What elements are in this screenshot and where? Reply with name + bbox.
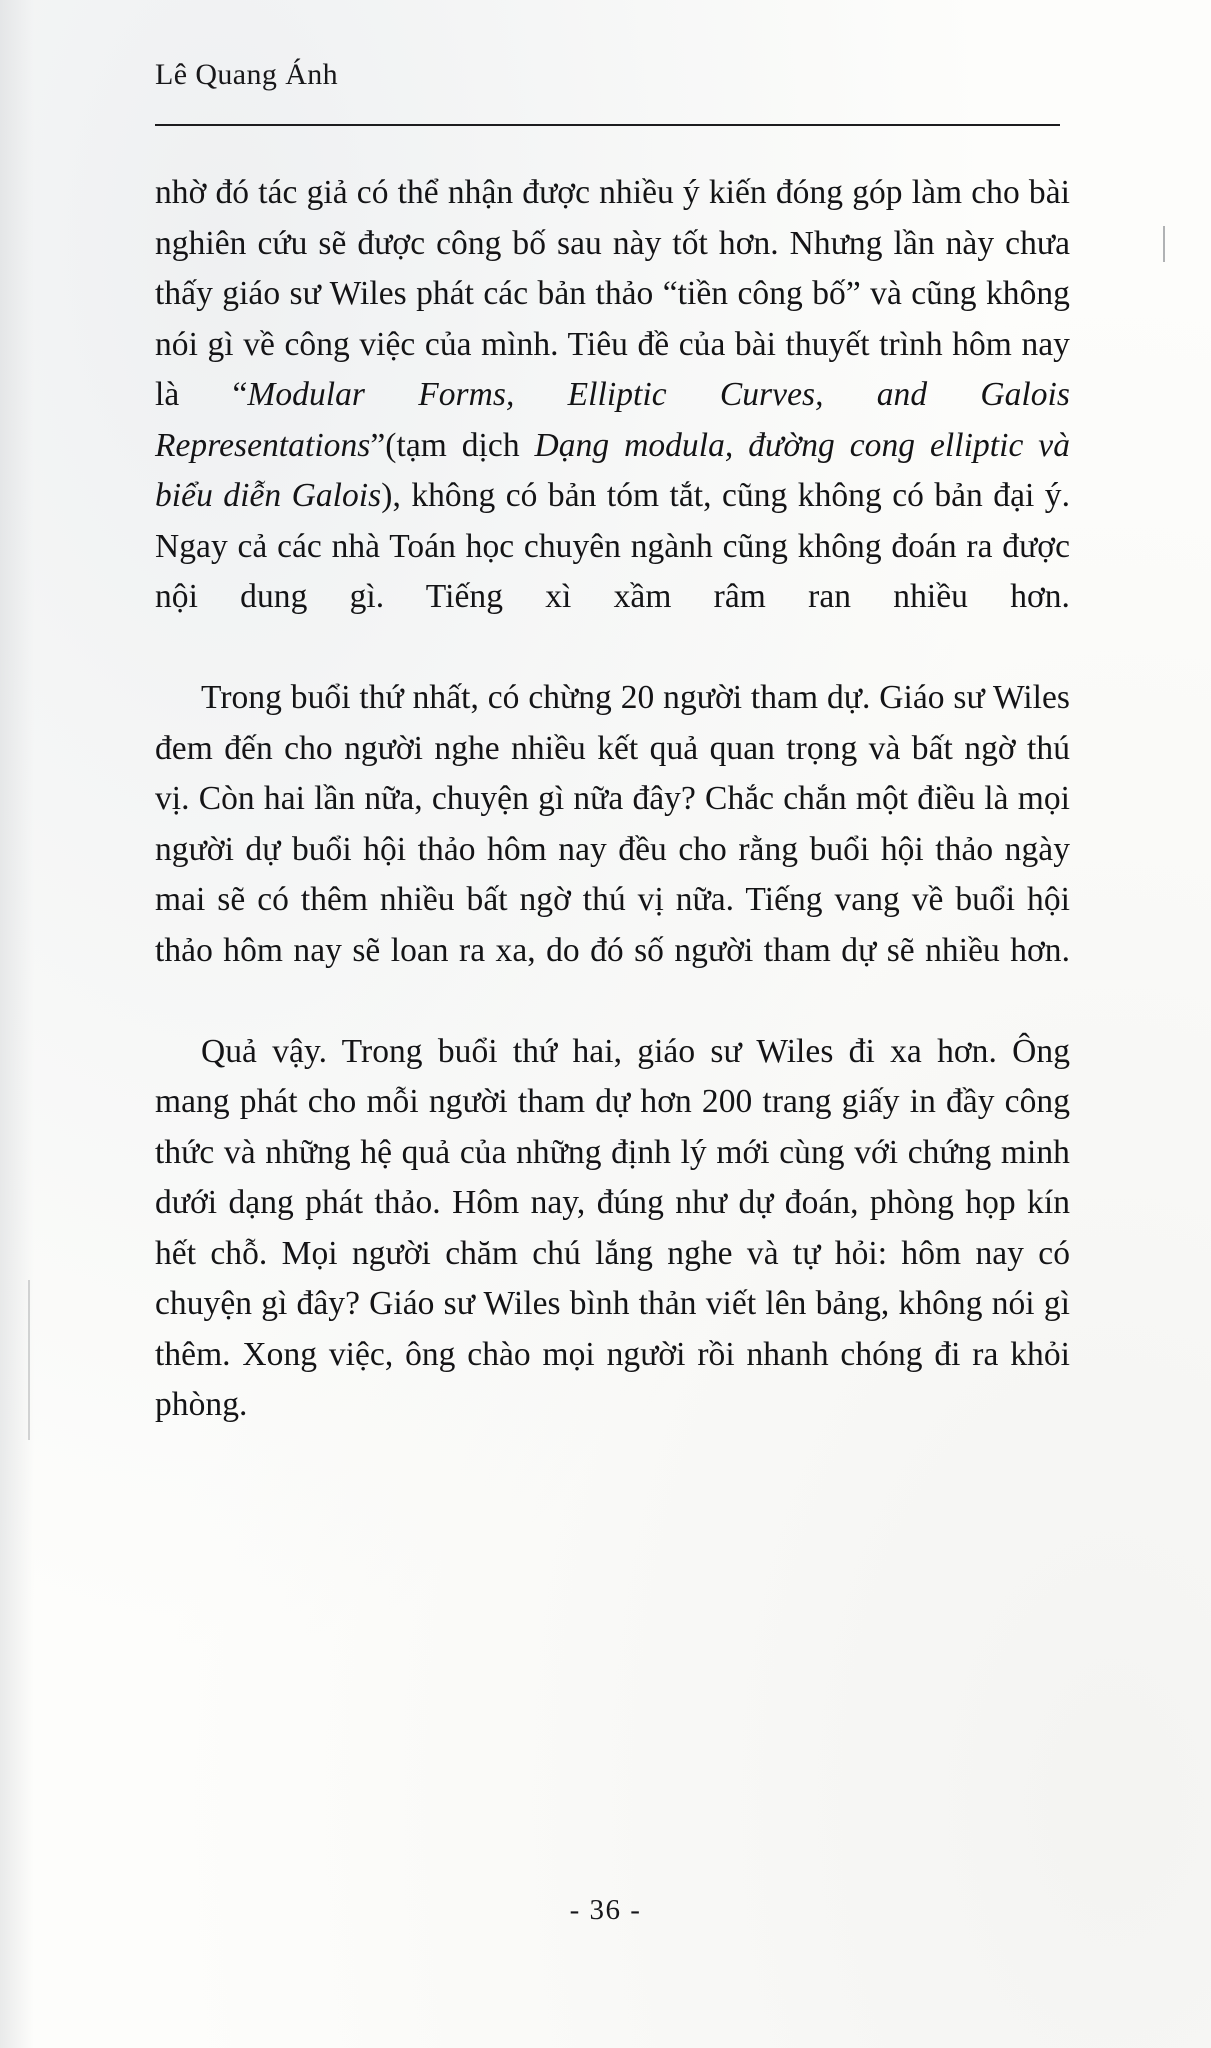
body-text-column	[155, 168, 1070, 1431]
text-run: ), không có bản tóm tắt, cũng không có bản đại ý. Ngay cả các nhà Toán học chuyên ngành cũng không đoán ra được nội dung gì. Tiếng xì xầm râm ran nhiều hơn.	[155, 477, 1071, 615]
text-run: nhờ đó tác giả có thể nhận được nhiều ý kiến đóng góp làm cho bài nghiên cứu sẽ được công bố sau này tốt hơn. Nhưng lần này chưa thấy giáo sư Wiles phát các bản thảo “tiền công bố” và cũng không nói gì về công việc của mình. Tiêu đề của bài thuyết trình hôm nay là “	[155, 174, 1070, 413]
italic-text-run: Modular Forms, Elliptic Curves, and Galois Representations	[155, 376, 1070, 464]
running-header	[155, 58, 1060, 91]
paragraph	[155, 1027, 1070, 1431]
running-head-author: Lê Quang Ánh	[155, 58, 339, 91]
scan-gutter-shading	[0, 0, 34, 2048]
paragraph	[155, 673, 1070, 1027]
scan-edge-mark-left	[28, 1280, 30, 1440]
header-rule	[155, 124, 1060, 126]
paragraph	[155, 168, 1070, 673]
page-footer	[0, 1894, 1211, 1927]
page-number: - 36 -	[569, 1894, 642, 1926]
scan-edge-mark-right	[1163, 226, 1165, 262]
text-run: ”(tạm dịch	[370, 426, 535, 464]
text-run: Trong buổi thứ nhất, có chừng 20 người tham dự. Giáo sư Wiles đem đến cho người nghe nhiều kết quả quan trọng và bất ngờ thú vị. Còn hai lần nữa, chuyện gì nữa đây? Chắc chắn một điều là mọi người dự buổi hội thảo hôm nay đều cho rằng buổi hội thảo ngày mai sẽ có thêm nhiều bất ngờ thú vị nữa. Tiếng vang về buổi hội thảo hôm nay sẽ loan ra xa, do đó số người tham dự sẽ nhiều hơn.	[155, 679, 1070, 969]
italic-text-run: Dạng modula, đường cong elliptic và biểu diễn Galois	[155, 426, 1070, 514]
text-run: Quả vậy. Trong buổi thứ hai, giáo sư Wiles đi xa hơn. Ông mang phát cho mỗi người tham dự hơn 200 trang giấy in đầy công thức và những hệ quả của những định lý mới cùng với chứng minh dưới dạng phát thảo. Hôm nay, đúng như dự đoán, phòng họp kín hết chỗ. Mọi người chăm chú lắng nghe và tự hỏi: hôm nay có chuyện gì đây? Giáo sư Wiles bình thản viết lên bảng, không nói gì thêm. Xong việc, ông chào mọi người rồi nhanh chóng đi ra khỏi phòng.	[155, 1032, 1070, 1423]
